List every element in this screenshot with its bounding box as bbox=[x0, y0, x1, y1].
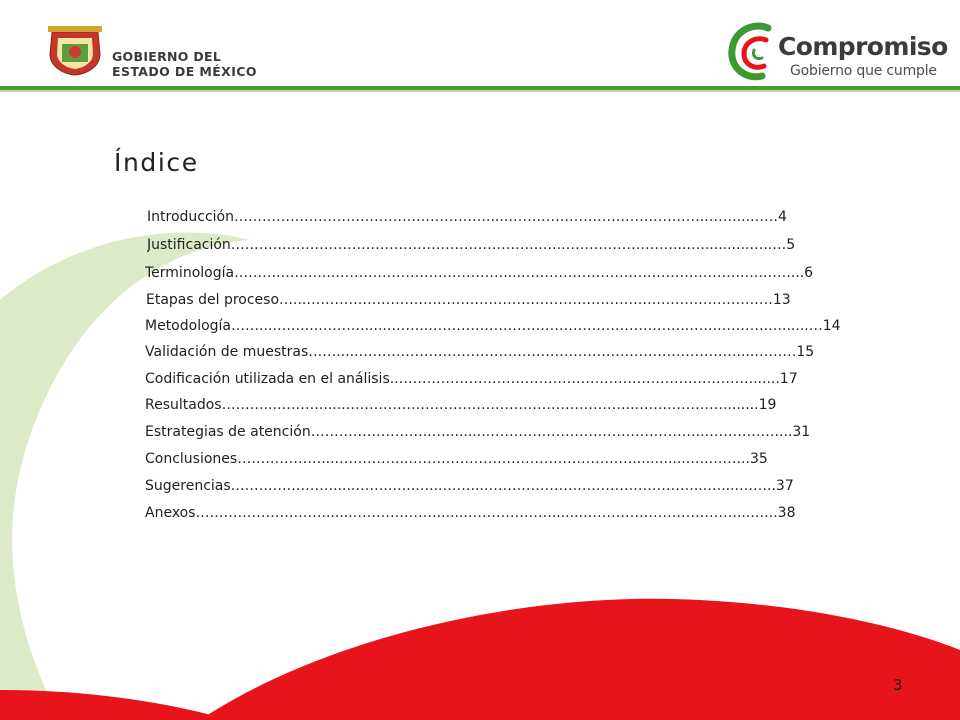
toc-entry-text: Sugerencias………….……….....…….…...…...……...………………………………………...…....……..37 bbox=[145, 478, 794, 494]
brand-subtitle: Gobierno que cumple bbox=[790, 63, 937, 79]
toc-entry-text: Justificación……….….…………………………………………….…..……………………...…...........…..…5 bbox=[147, 237, 796, 253]
toc-entry-text: Introducción………………………………………………....……………………………………..……...……4 bbox=[147, 209, 787, 225]
page-number: 3 bbox=[893, 676, 903, 694]
toc-entry-sugerencias[interactable] bbox=[145, 476, 905, 496]
toc-entry-estrategias-de-atencion[interactable] bbox=[145, 422, 905, 442]
toc-entry-validacion-de-muestras[interactable] bbox=[145, 342, 905, 362]
toc-entry-text: Validación de muestras…….....………………………………………………………………………....………15 bbox=[145, 344, 815, 360]
brand-title: Compromiso bbox=[778, 32, 948, 61]
toc-entry-conclusiones[interactable] bbox=[145, 449, 905, 469]
compromiso-logo-icon bbox=[724, 18, 780, 88]
toc-entry-resultados[interactable] bbox=[145, 395, 905, 415]
state-coat-of-arms-icon bbox=[44, 24, 106, 76]
toc-entry-text: Resultados………...………......……………………………………………………..…….…………........19 bbox=[145, 397, 777, 413]
toc-entry-text: Conclusiones………………....…………...………………………………………….............…..……..35 bbox=[145, 451, 768, 467]
toc-entry-text: Terminología……….…...…...………………………………....……………………….……………….…..……...6 bbox=[145, 265, 814, 281]
toc-entry-text: Anexos……………………….......……………….......……………….......……………………………....…..38 bbox=[145, 505, 796, 521]
bottom-red-wave bbox=[200, 599, 960, 720]
government-line-1: GOBIERNO DEL bbox=[112, 49, 222, 64]
toc-entry-terminologia[interactable] bbox=[145, 263, 905, 283]
toc-entry-text: Codificación utilizada en el análisis..………………………………………………………………….......17 bbox=[145, 371, 798, 387]
toc-entry-codificacion[interactable] bbox=[145, 369, 905, 389]
government-name bbox=[112, 49, 257, 79]
toc-entry-text: Estrategias de atención……………………..….........………………………………………..……………....31 bbox=[145, 424, 811, 440]
toc-entry-text: Etapas del proceso…...………………………………………………………………….……………………13 bbox=[146, 292, 791, 308]
header-divider-line bbox=[0, 86, 960, 90]
government-line-2: ESTADO DE MÉXICO bbox=[112, 64, 257, 79]
toc-entry-justificacion[interactable] bbox=[147, 235, 905, 255]
toc-entry-anexos[interactable] bbox=[145, 503, 905, 523]
toc-entry-metodologia[interactable] bbox=[145, 316, 905, 336]
header-divider-shadow bbox=[0, 90, 960, 92]
page-title: Índice bbox=[114, 148, 199, 177]
toc-entry-text: Metodología……...….…...……….......……..……………………………………………….……..……….…......…14 bbox=[145, 318, 841, 334]
toc-entry-introduccion[interactable] bbox=[147, 207, 905, 227]
toc-entry-etapas-del-proceso[interactable] bbox=[146, 290, 905, 310]
